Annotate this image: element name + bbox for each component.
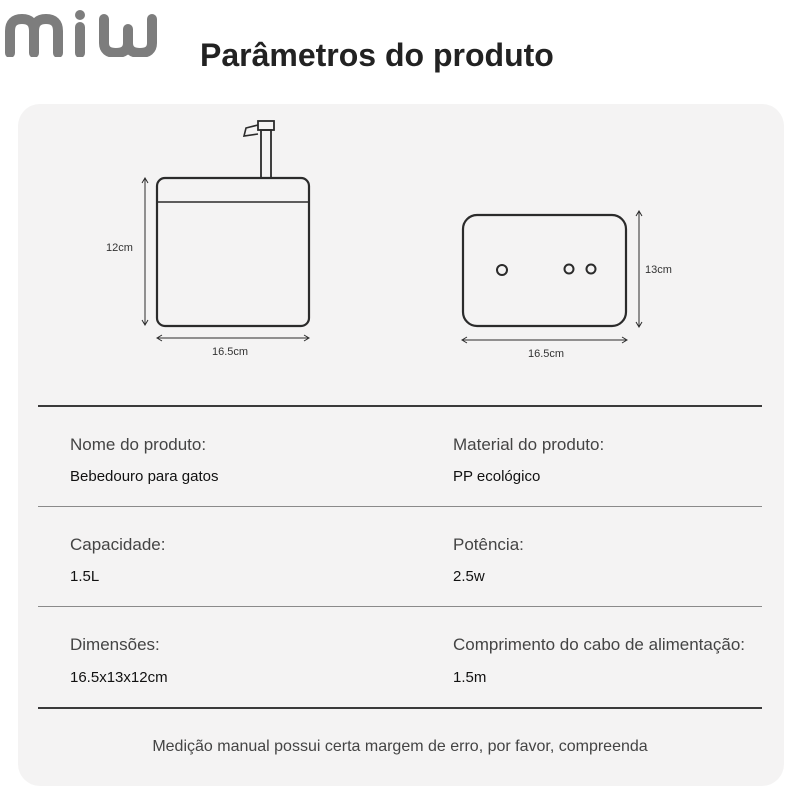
pump-cap (258, 121, 274, 130)
spec-dimensions-label: Dimensões: (70, 635, 160, 654)
spec-material-label: Material do produto: (453, 435, 605, 454)
spec-product-name-label: Nome do produto: (70, 435, 207, 454)
top-width-label: 16.5cm (528, 348, 565, 360)
pump-pipe (261, 130, 271, 178)
front-width-label: 16.5cm (212, 346, 249, 358)
spec-capacity-label: Capacidade: (70, 535, 166, 554)
top-view-hole-right (587, 265, 596, 274)
spec-cable-length-label: Comprimento do cabo de alimentação: (453, 635, 745, 654)
logo-text: miw (70, 55, 72, 56)
divider-top (38, 405, 762, 407)
top-depth-label: 13cm (645, 264, 672, 276)
spec-dimensions-value: 16.5x13x12cm (70, 669, 168, 686)
measurement-disclaimer: Medição manual possui certa margem de erro, por favor, compreenda (152, 738, 648, 755)
spec-capacity-value: 1.5L (70, 568, 100, 585)
divider-row-1 (38, 506, 762, 507)
spec-power-label: Potência: (453, 535, 524, 554)
front-view-body (157, 178, 309, 326)
front-height-label: 12cm (106, 242, 133, 254)
spout (244, 125, 258, 136)
top-view-hole-left (497, 265, 507, 275)
divider-row-2 (38, 606, 762, 607)
spec-cable-length-value: 1.5m (453, 669, 487, 686)
top-view-body (463, 215, 626, 326)
spec-product-name-value: Bebedouro para gatos (70, 468, 219, 485)
spec-material-value: PP ecológico (453, 468, 541, 485)
divider-bottom (38, 707, 762, 709)
top-view-hole-mid (565, 265, 574, 274)
spec-power-value: 2.5w (453, 568, 485, 585)
page-title: Parâmetros do produto (200, 37, 554, 73)
